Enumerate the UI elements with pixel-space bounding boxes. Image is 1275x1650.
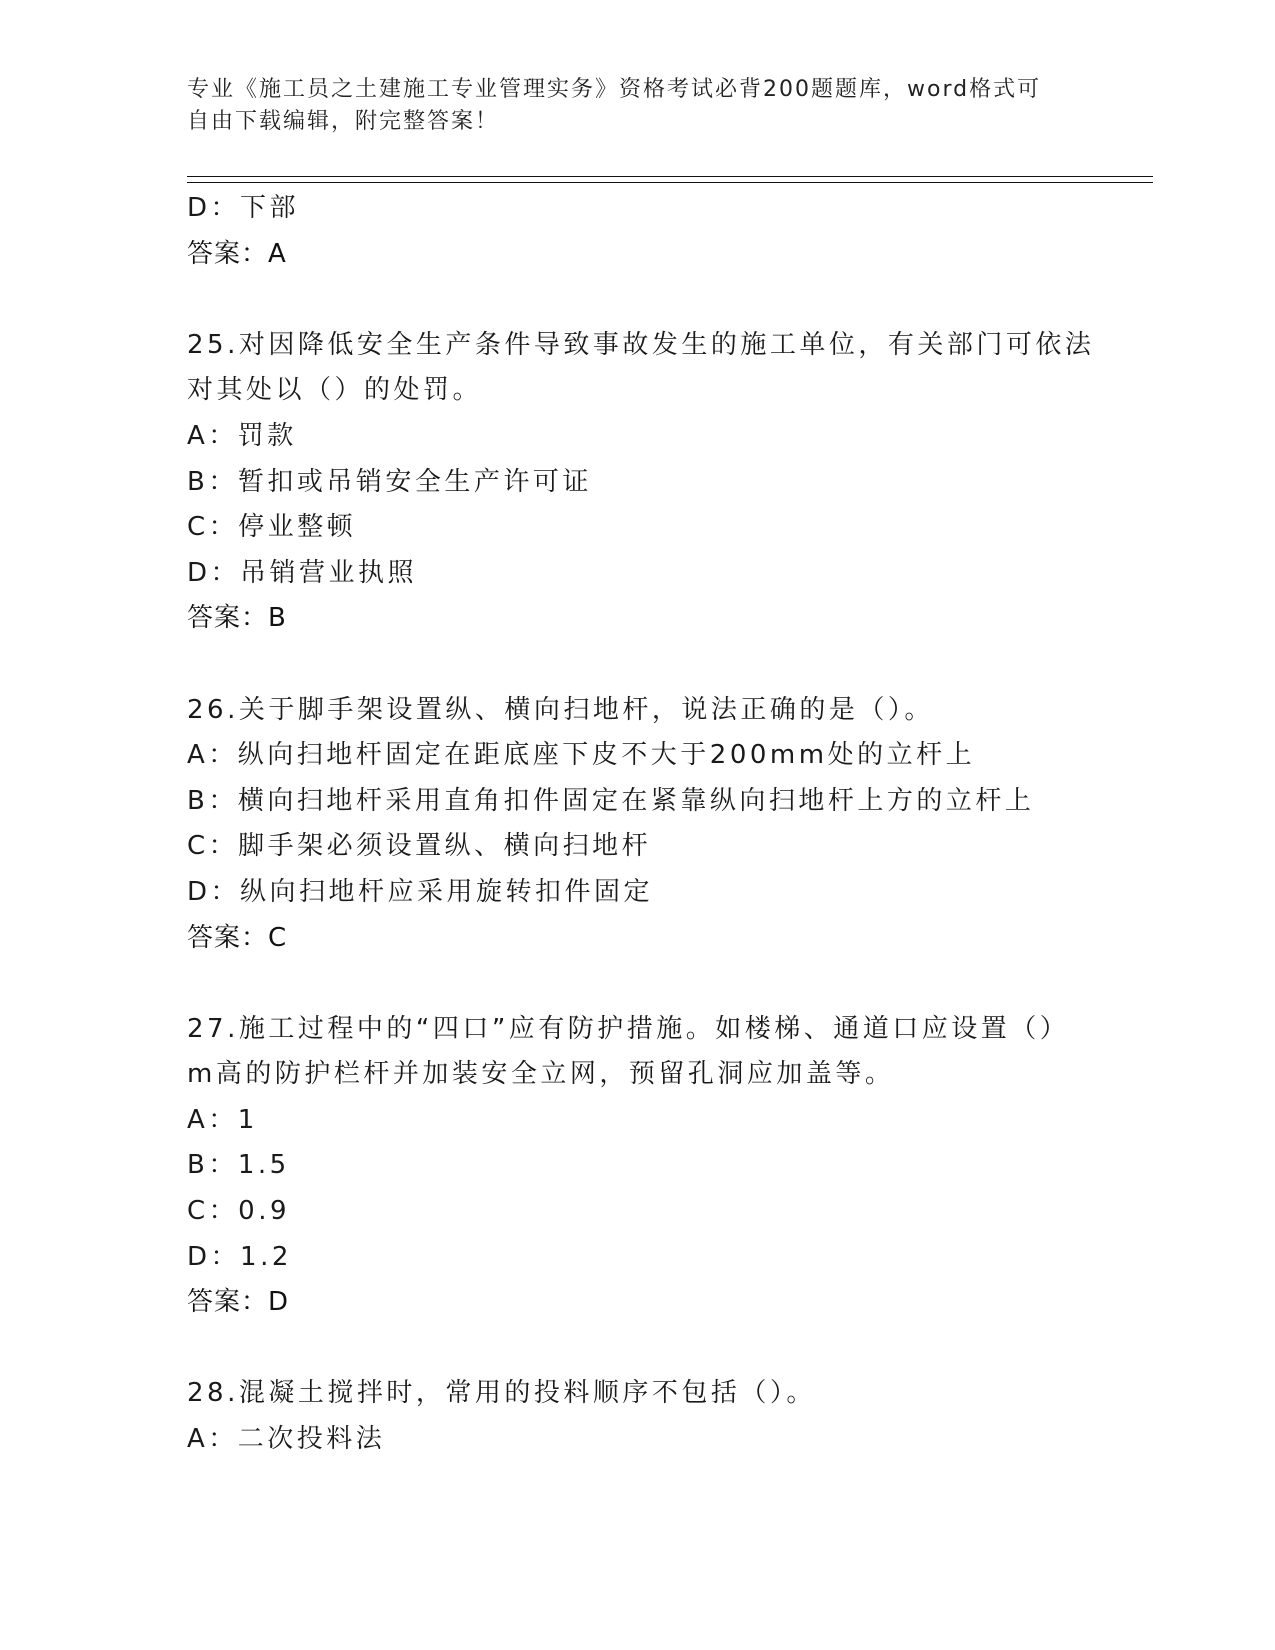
- question-stem-line-1: 28.混凝土搅拌时，常用的投料顺序不包括（）。: [187, 1378, 816, 1409]
- option-d: D：纵向扫地杆应采用旋转扣件固定: [187, 876, 654, 907]
- option-d: D：下部: [187, 193, 300, 223]
- question-stem-line-1: 25.对因降低安全生产条件导致事故发生的施工单位，有关部门可依法: [187, 329, 1095, 360]
- question-stem-line-2: m高的防护栏杆并加装安全立网，预留孔洞应加盖等。: [187, 1059, 895, 1090]
- question-28: [187, 1371, 1147, 1462]
- option-c: C：停业整顿: [187, 512, 357, 543]
- question-stem-line-1: 26.关于脚手架设置纵、横向扫地杆，说法正确的是（）。: [187, 694, 934, 725]
- option-c: C：脚手架必须设置纵、横向扫地杆: [187, 831, 652, 862]
- spacer: [187, 1326, 1147, 1372]
- spacer: [187, 642, 1147, 688]
- header-title-line-1: 专业《施工员之土建施工专业管理实务》资格考试必背200题题库，word格式可: [187, 77, 1042, 102]
- option-d: D：吊销营业执照: [187, 557, 418, 588]
- option-a: A：1: [187, 1104, 258, 1135]
- header-rule-bottom: [187, 182, 1153, 183]
- spacer: [187, 961, 1147, 1007]
- document-header: [187, 74, 1087, 138]
- option-a: A：罚款: [187, 420, 297, 451]
- answer: 答案：C: [187, 922, 288, 953]
- question-stem-line-1: 27.施工过程中的“四口”应有防护措施。如楼梯、通道口应设置（）: [187, 1013, 1070, 1044]
- answer: 答案：D: [187, 1287, 290, 1318]
- answer: 答案：B: [187, 603, 287, 634]
- question-27: [187, 1007, 1147, 1326]
- spacer: [187, 277, 1147, 323]
- question-25: [187, 323, 1147, 642]
- option-a: A：纵向扫地杆固定在距底座下皮不大于200mm处的立杆上: [187, 740, 976, 771]
- header-title-line-2: 自由下载编辑，附完整答案！: [187, 109, 500, 134]
- answer: 答案：A: [187, 238, 287, 269]
- question-list: [187, 186, 1147, 1463]
- header-rule-top: [187, 176, 1153, 177]
- option-d: D：1.2: [187, 1241, 292, 1272]
- question-26: [187, 688, 1147, 962]
- question-stem-line-2: 对其处以（）的处罚。: [187, 375, 483, 406]
- option-c: C：0.9: [187, 1196, 291, 1227]
- carry-over-question: [187, 186, 1147, 277]
- option-a: A：二次投料法: [187, 1424, 386, 1455]
- option-b: B：1.5: [187, 1150, 290, 1181]
- option-b: B：横向扫地杆采用直角扣件固定在紧靠纵向扫地杆上方的立杆上: [187, 785, 1035, 816]
- option-b: B：暂扣或吊销安全生产许可证: [187, 466, 592, 497]
